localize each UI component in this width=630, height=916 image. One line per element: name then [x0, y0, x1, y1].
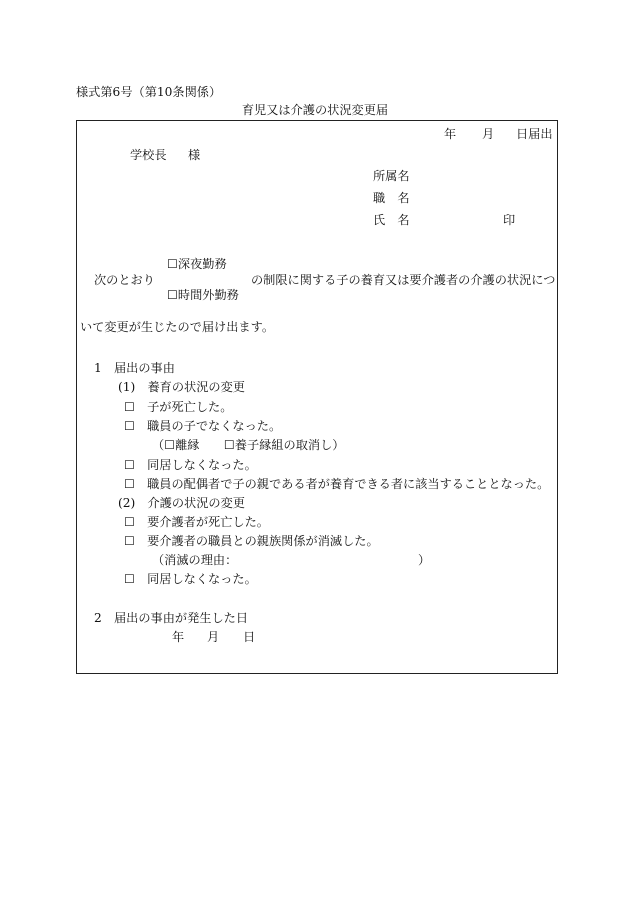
occurrence-month: 月	[207, 630, 220, 644]
intro-prefix: 次のとおり	[94, 273, 155, 287]
date-year: 年	[444, 127, 457, 141]
form-frame	[76, 120, 558, 674]
occurrence-day: 日	[243, 630, 256, 644]
sub2-item-reason-close: ）	[418, 553, 431, 567]
sub2-item-reason-open: （消滅の理由：	[152, 553, 238, 567]
option-overtime-work: ☐時間外勤務	[167, 288, 239, 302]
sub1-item-adoption-options: （☐離縁 ☐養子縁組の取消し）	[152, 438, 345, 452]
sub1-item-spouse-can-raise: ☐ 職員の配偶者で子の親である者が養育できる者に該当することとなった。	[124, 477, 550, 491]
section2-heading: 2 届出の事由が発生した日	[94, 611, 249, 625]
sub2-item-relation-ended: ☐ 要介護者の職員との親族関係が消滅した。	[124, 534, 379, 548]
section1-sub2-heading: (2) 介護の状況の変更	[118, 496, 245, 510]
option-night-work: ☐深夜勤務	[167, 257, 227, 271]
date-month: 月	[482, 127, 495, 141]
sub2-item-no-longer-cohabiting: ☐ 同居しなくなった。	[124, 572, 257, 586]
date-day-submitted: 日届出	[516, 127, 553, 141]
position-label: 職 名	[373, 191, 410, 205]
occurrence-year: 年	[172, 630, 185, 644]
affiliation-label: 所属名	[373, 169, 410, 183]
document-title: 育児又は介護の状況変更届	[241, 103, 389, 117]
name-label: 氏 名	[373, 213, 410, 227]
intro-suffix: の制限に関する子の養育又は要介護者の介護の状況につ	[251, 273, 556, 287]
addressee-role: 学校長	[130, 148, 167, 162]
form-number: 様式第6号（第10条関係）	[76, 85, 222, 99]
intro-continuation: いて変更が生じたので届け出ます。	[80, 320, 275, 334]
sub1-item-no-longer-child: ☐ 職員の子でなくなった。	[124, 419, 282, 433]
sub2-item-care-recipient-died: ☐ 要介護者が死亡した。	[124, 515, 269, 529]
section1-sub1-heading: (1) 養育の状況の変更	[118, 380, 245, 394]
section1-heading: 1 届出の事由	[94, 361, 175, 375]
seal-label: 印	[503, 213, 516, 227]
addressee-honorific: 様	[188, 148, 201, 162]
sub1-item-no-longer-cohabiting: ☐ 同居しなくなった。	[124, 458, 257, 472]
sub1-item-child-died: ☐ 子が死亡した。	[124, 400, 233, 414]
